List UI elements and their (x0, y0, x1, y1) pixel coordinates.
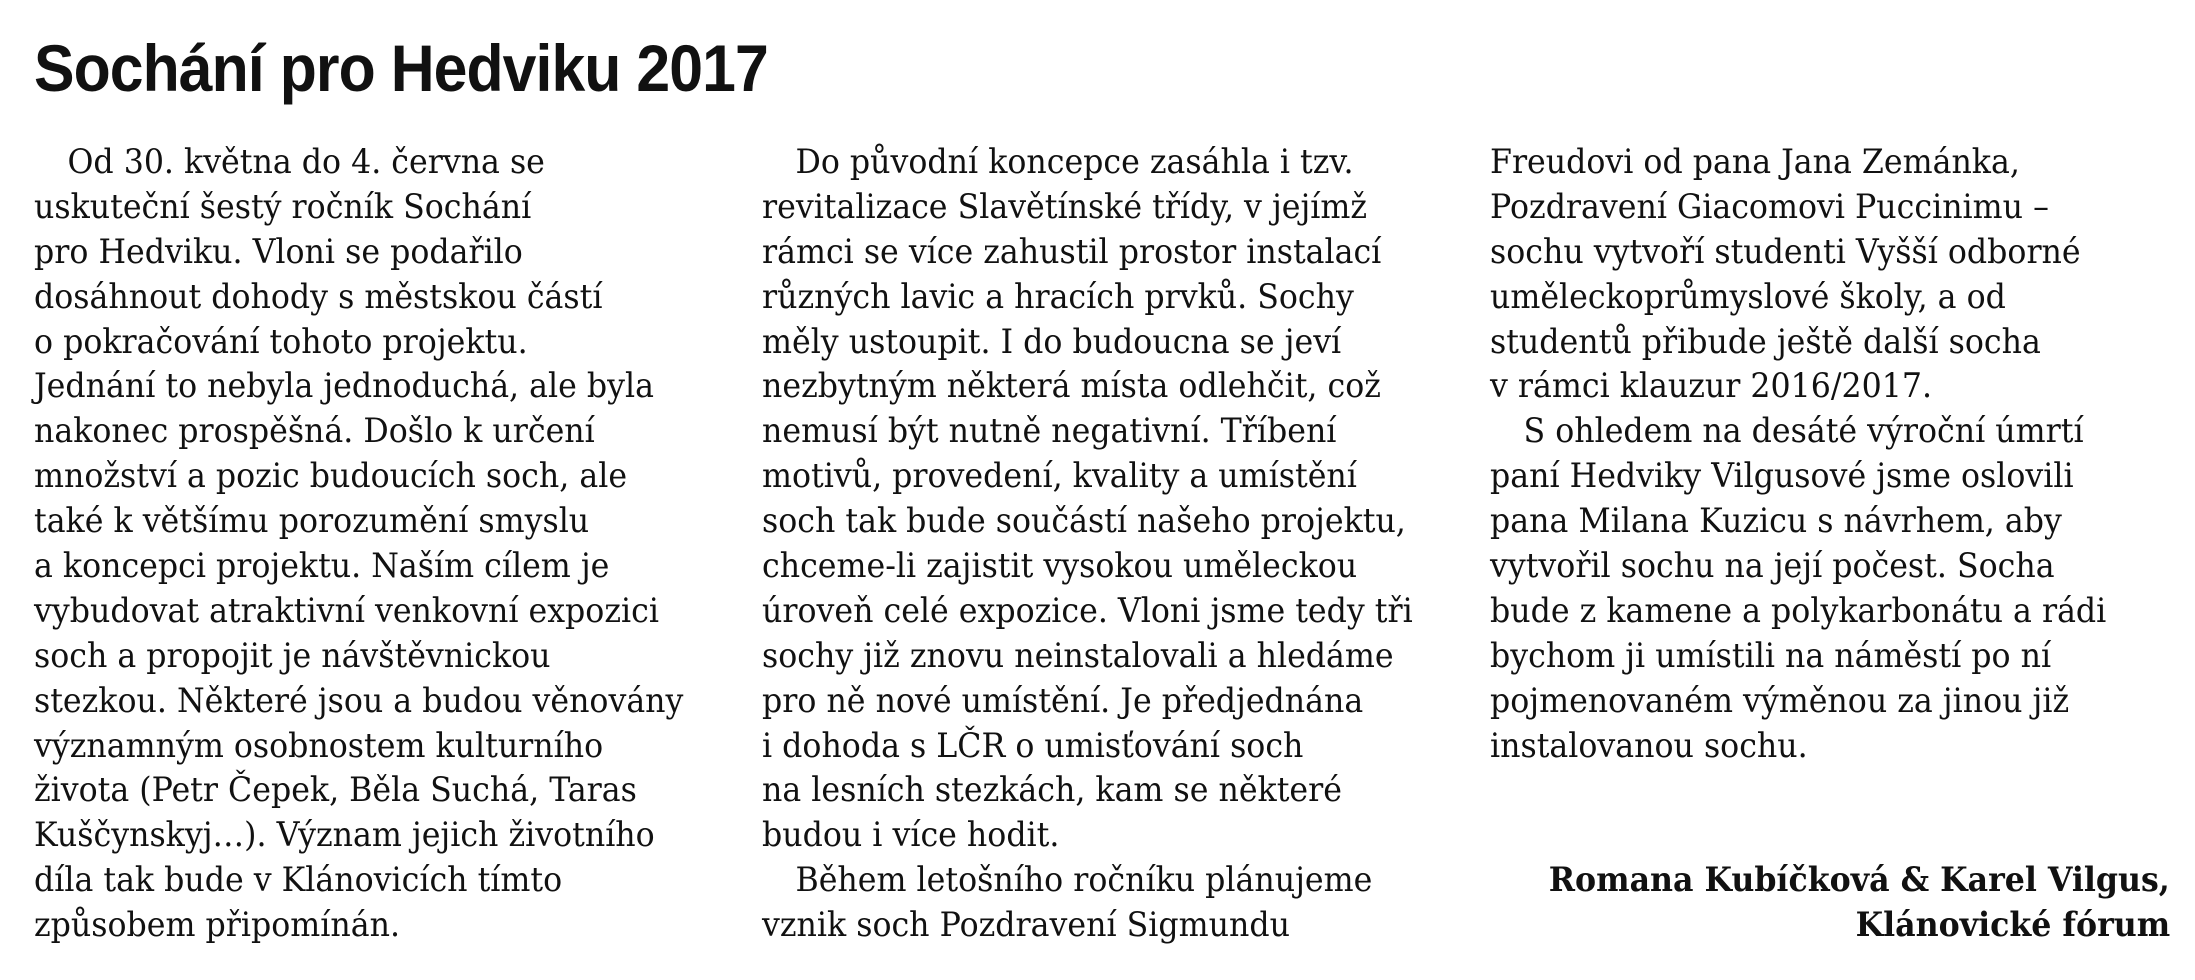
text-line: paní Hedviky Vilgusové jsme oslovili (1490, 456, 2074, 497)
text-line: soch tak bude součástí našeho projektu, (762, 501, 1406, 542)
text-line: způsobem připomínán. (34, 905, 400, 946)
text-line: sochu vytvoří studenti Vyšší odborné (1490, 231, 2081, 272)
text-line: významným osobnostem kulturního (34, 725, 604, 766)
publication-name: Klánovické fórum (1855, 905, 2170, 945)
text-line: rámci se více zahustil prostor instalací (762, 231, 1382, 272)
text-line: Pozdravení Giacomovi Puccinimu – (1490, 186, 2049, 227)
text-line: nakonec prospěšná. Došlo k určení (34, 411, 595, 452)
text-line: pro ně nové umístění. Je předjednána (762, 680, 1364, 721)
text-line: vybudovat atraktivní venkovní expozici (34, 590, 659, 631)
text-line: studentů přibude ještě další socha (1490, 321, 2041, 362)
text-line: života (Petr Čepek, Běla Suchá, Taras (34, 770, 637, 811)
text-line: vytvořil sochu na její počest. Socha (1490, 546, 2055, 587)
text-line: uměleckoprůmyslové školy, a od (1490, 276, 2006, 317)
column-3 (1490, 140, 2180, 768)
text-line: Během letošního ročníku plánujeme (795, 860, 1373, 901)
text-line: Kuščynskyj…). Význam jejich životního (34, 815, 655, 856)
text-line: uskuteční šestý ročník Sochání (34, 186, 532, 227)
column-2 (762, 140, 1462, 948)
text-line: instalovanou sochu. (1490, 725, 1808, 766)
text-line: nezbytným některá místa odlehčit, což (762, 366, 1381, 407)
text-line: úroveň celé expozice. Vloni jsme tedy tři (762, 590, 1413, 631)
text-line: nemusí být nutně negativní. Tříbení (762, 411, 1337, 452)
text-line: i dohoda s LČR o umisťování soch (762, 725, 1304, 766)
text-line: a koncepci projektu. Naším cílem je (34, 546, 610, 587)
text-line: motivů, provedení, kvality a umístění (762, 456, 1357, 497)
text-line: revitalizace Slavětínské třídy, v jejímž (762, 186, 1368, 227)
text-line: sochy již znovu neinstalovali a hledáme (762, 635, 1394, 676)
text-line: vznik soch Pozdravení Sigmundu (762, 905, 1290, 946)
column-1 (34, 140, 734, 948)
text-line: různých lavic a hracích prvků. Sochy (762, 276, 1354, 317)
text-line: Freudovi od pana Jana Zemánka, (1490, 142, 2020, 182)
author-signature: Romana Kubíčková & Karel Vilgus, (1548, 860, 2170, 900)
text-line: pana Milana Kuzicu s návrhem, aby (1490, 501, 2062, 542)
text-line: Do původní koncepce zasáhla i tzv. (795, 142, 1354, 182)
text-line: soch a propojit je návštěvnickou (34, 635, 551, 676)
text-line: pojmenovaném výměnou za jinou již (1490, 680, 2070, 721)
article-title: Sochání pro Hedviku 2017 (34, 31, 768, 105)
text-line: Od 30. května do 4. června se (67, 142, 545, 182)
text-line: v rámci klauzur 2016/2017. (1490, 366, 1933, 407)
text-line: množství a pozic budoucích soch, ale (34, 456, 628, 497)
text-line: budou i více hodit. (762, 815, 1060, 856)
text-line: také k většímu porozumění smyslu (34, 501, 590, 542)
text-line: stezkou. Některé jsou a budou věnovány (34, 680, 684, 721)
text-line: S ohledem na desáté výroční úmrtí (1523, 411, 2084, 452)
text-line: pro Hedviku. Vloni se podařilo (34, 231, 523, 272)
text-line: o pokračování tohoto projektu. (34, 321, 528, 362)
text-line: díla tak bude v Klánovicích tímto (34, 860, 563, 901)
text-line: měly ustoupit. I do budoucna se jeví (762, 321, 1342, 362)
text-line: chceme-li zajistit vysokou uměleckou (762, 546, 1358, 587)
text-line: bychom ji umístili na náměstí po ní (1490, 635, 2052, 676)
text-line: bude z kamene a polykarbonátu a rádi (1490, 590, 2107, 631)
text-line: dosáhnout dohody s městskou částí (34, 276, 603, 317)
text-line: na lesních stezkách, kam se některé (762, 770, 1342, 811)
text-line: Jednání to nebyla jednoduchá, ale byla (34, 366, 654, 407)
